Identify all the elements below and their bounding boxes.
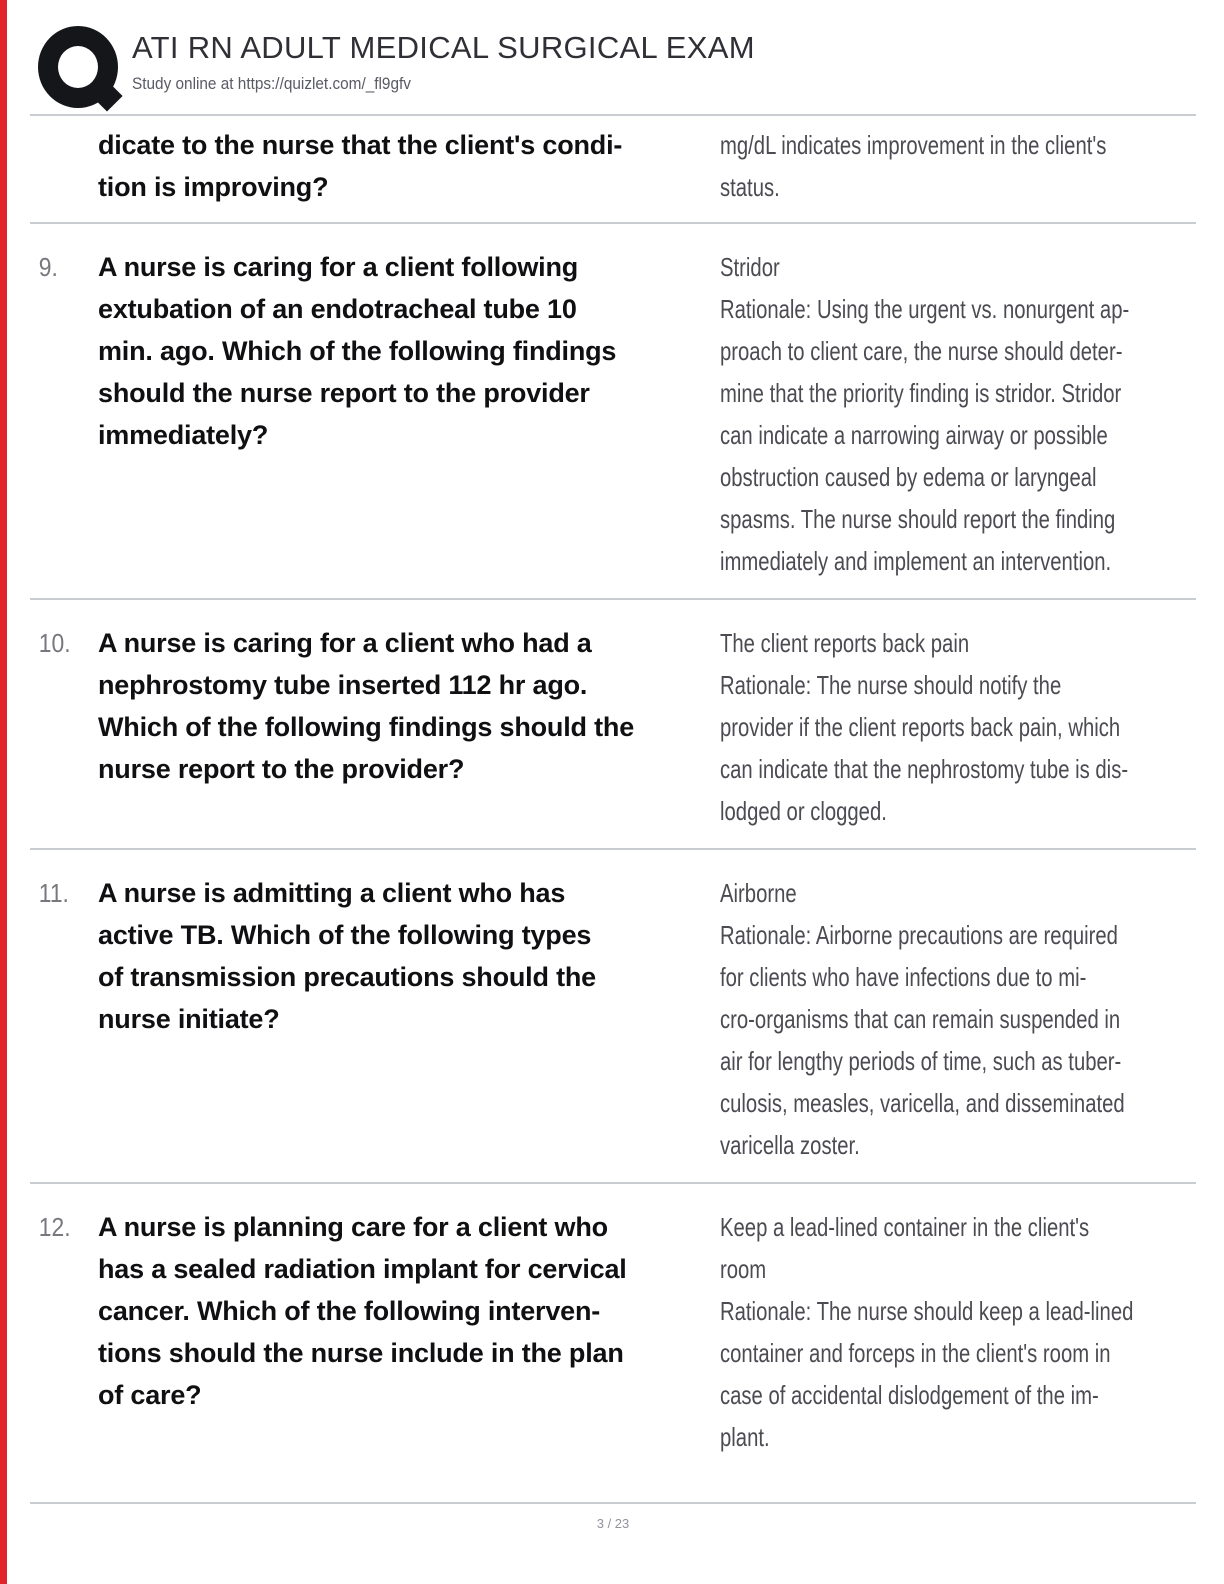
qa-row	[30, 850, 1196, 1184]
qa-row	[30, 224, 1196, 600]
answer-line: can indicate that the nephrostomy tube is dis-	[720, 754, 1129, 784]
question-text	[98, 246, 720, 582]
answer-line: air for lengthy periods of time, such as tuber-	[720, 1046, 1122, 1076]
page	[30, 0, 1196, 1531]
document-title: ATI RN ADULT MEDICAL SURGICAL EXAM	[132, 30, 755, 65]
answer-line: for clients who have infections due to mi-	[720, 962, 1087, 992]
answer-line: mg/dL indicates improvement in the client's	[720, 130, 1107, 160]
question-line: nurse report to the provider?	[98, 754, 465, 784]
header	[30, 0, 1196, 116]
answer-text	[720, 246, 1224, 582]
question-number: 12.	[38, 1212, 71, 1242]
question-line: has a sealed radiation implant for cervical	[98, 1254, 627, 1284]
answer-text	[720, 1206, 1224, 1458]
answer-line: Airborne	[720, 878, 797, 908]
answer-text	[720, 124, 1215, 208]
answer-text	[720, 622, 1224, 832]
question-number: 11.	[38, 878, 69, 908]
question-line: A nurse is caring for a client following	[98, 252, 579, 282]
answer-line: case of accidental dislodgement of the im-	[720, 1380, 1099, 1410]
question-line: of care?	[98, 1380, 202, 1410]
question-line: min. ago. Which of the following findings	[98, 336, 617, 366]
quizlet-logo-icon	[38, 26, 118, 108]
answer-line: Stridor	[720, 252, 780, 282]
question-line: nurse initiate?	[98, 1004, 280, 1034]
answer-line: The client reports back pain	[720, 628, 970, 658]
answer-line: room	[720, 1254, 767, 1284]
question-line: A nurse is planning care for a client who	[98, 1212, 608, 1242]
answer-line: can indicate a narrowing airway or possible	[720, 420, 1108, 450]
answer-line: Rationale: The nurse should keep a lead-lined	[720, 1296, 1134, 1326]
question-line: of transmission precautions should the	[98, 962, 596, 992]
answer-line: Keep a lead-lined container in the client's	[720, 1212, 1090, 1242]
question-text	[98, 124, 720, 208]
question-line: immediately?	[98, 420, 269, 450]
qa-row	[30, 116, 1196, 224]
answer-line: spasms. The nurse should report the finding	[720, 504, 1116, 534]
answer-line: varicella zoster.	[720, 1130, 860, 1160]
question-number: 10.	[38, 628, 71, 658]
answer-line: culosis, measles, varicella, and disseminated	[720, 1088, 1125, 1118]
answer-line: status.	[720, 172, 780, 202]
answer-line: proach to client care, the nurse should deter-	[720, 336, 1123, 366]
page-indicator: 3 / 23	[596, 1516, 630, 1531]
page-footer	[30, 1504, 1196, 1531]
question-text	[98, 1206, 720, 1458]
question-line: dicate to the nurse that the client's condi-	[98, 130, 623, 160]
answer-line: provider if the client reports back pain, which	[720, 712, 1121, 742]
qa-row	[30, 600, 1196, 850]
question-number	[30, 124, 90, 208]
question-number: 9.	[38, 252, 58, 282]
answer-line: cro-organisms that can remain suspended in	[720, 1004, 1121, 1034]
question-line: Which of the following findings should the	[98, 712, 635, 742]
left-accent-bar	[0, 0, 7, 1584]
question-line: nephrostomy tube inserted 112 hr ago.	[98, 670, 588, 700]
answer-line: Rationale: Using the urgent vs. nonurgent ap-	[720, 294, 1130, 324]
answer-line: obstruction caused by edema or laryngeal	[720, 462, 1097, 492]
question-text	[98, 622, 720, 832]
qa-list	[30, 116, 1196, 1504]
question-line: tion is improving?	[98, 172, 329, 202]
answer-line: Rationale: The nurse should notify the	[720, 670, 1062, 700]
question-line: active TB. Which of the following types	[98, 920, 592, 950]
qa-row	[30, 1184, 1196, 1504]
answer-line: plant.	[720, 1422, 770, 1452]
answer-line: mine that the priority finding is stridor. Stridor	[720, 378, 1122, 408]
answer-line: lodged or clogged.	[720, 796, 887, 826]
question-line: should the nurse report to the provider	[98, 378, 590, 408]
answer-line: Rationale: Airborne precautions are required	[720, 920, 1118, 950]
question-line: cancer. Which of the following interven-	[98, 1296, 601, 1326]
header-text	[132, 26, 755, 94]
question-line: A nurse is caring for a client who had a	[98, 628, 592, 658]
answer-text	[720, 872, 1224, 1166]
study-online-url: Study online at https://quizlet.com/_fl9gfv	[132, 75, 411, 93]
question-line: extubation of an endotracheal tube 10	[98, 294, 577, 324]
answer-line: container and forceps in the client's room in	[720, 1338, 1111, 1368]
question-text	[98, 872, 720, 1166]
answer-line: immediately and implement an intervention.	[720, 546, 1112, 576]
question-line: A nurse is admitting a client who has	[98, 878, 566, 908]
question-line: tions should the nurse include in the plan	[98, 1338, 624, 1368]
